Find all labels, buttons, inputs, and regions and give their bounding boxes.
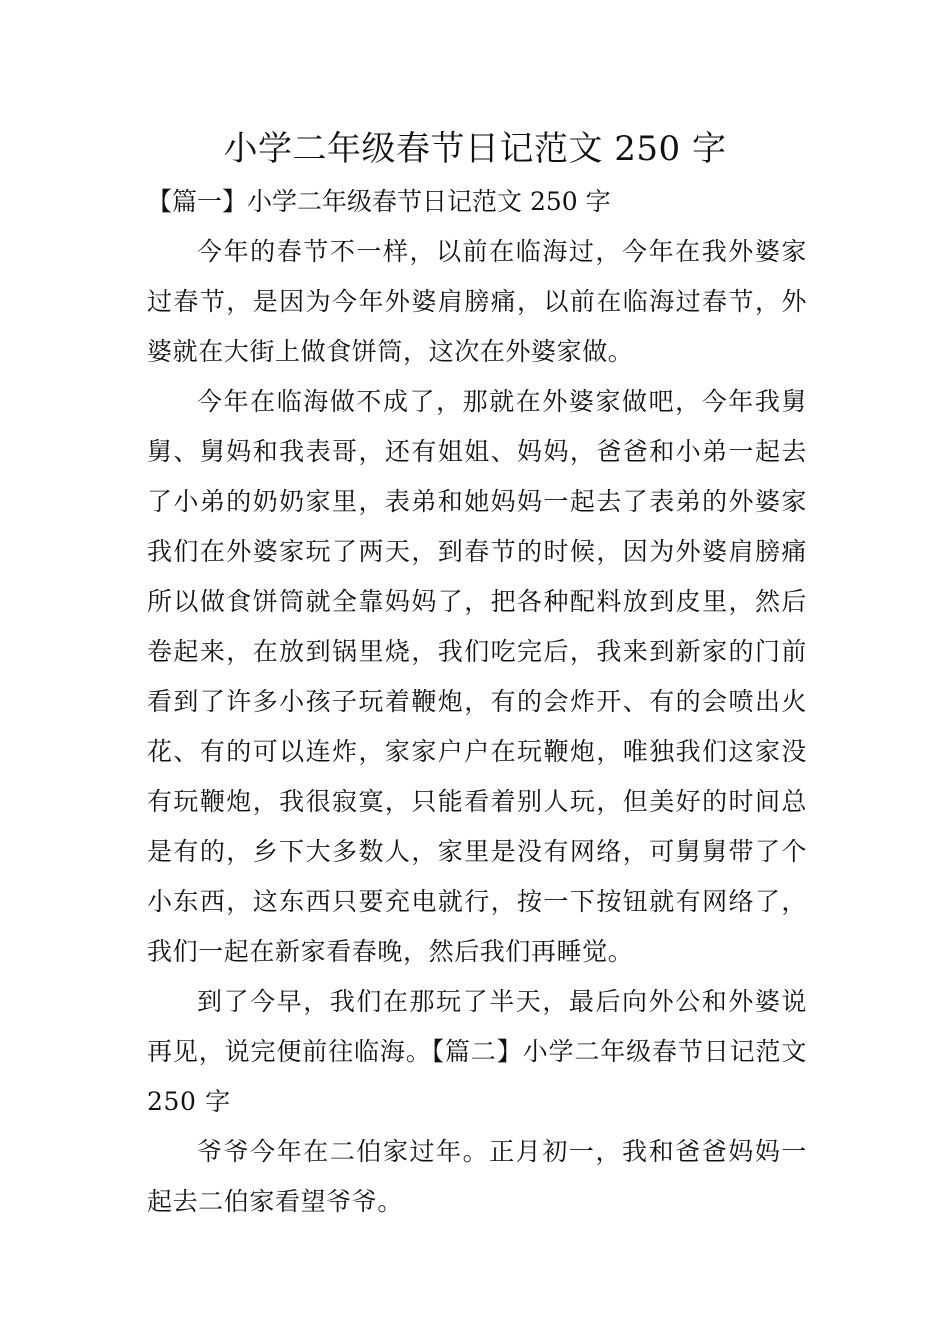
document-title: 小学二年级春节日记范文 250 字 [223, 129, 727, 169]
paragraph-1: 今年的春节不一样，以前在临海过，今年在我外婆家过春节，是因为今年外婆肩膀痛，以前在临海过春节，外婆就在大街上做食饼筒，这次在外婆家做。 [147, 237, 807, 366]
section-heading: 【篇一】小学二年级春节日记范文 250 字 [147, 187, 611, 216]
paragraph-3: 到了今早，我们在那玩了半天，最后向外公和外婆说再见，说完便前往临海。【篇二】小学二年级春节日记范文 250 字 [147, 987, 807, 1116]
document-body [147, 177, 807, 1227]
paragraph-4: 爷爷今年在二伯家过年。正月初一，我和爸爸妈妈一起去二伯家看望爷爷。 [147, 1137, 807, 1216]
paragraph-2: 今年在临海做不成了，那就在外婆家做吧，今年我舅舅、舅妈和我表哥，还有姐姐、妈妈，爸爸和小弟一起去了小弟的奶奶家里，表弟和她妈妈一起去了表弟的外婆家我们在外婆家玩了两天，到春节的时候，因为外婆肩膀痛所以做食饼筒就全靠妈妈了，把各种配料放到皮里，然后卷起来，在放到锅里烧，我们吃完后，我来到新家的门前看到了许多小孩子玩着鞭炮，有的会炸开、有的会喷出火花、有的可以连炸，家家户户在玩鞭炮，唯独我们这家没有玩鞭炮，我很寂寞，只能看着别人玩，但美好的时间总是有的，乡下大多数人，家里是没有网络，可舅舅带了个小东西，这东西只要充电就行，按一下按钮就有网络了，我们一起在新家看春晚，然后我们再睡觉。 [147, 387, 807, 966]
